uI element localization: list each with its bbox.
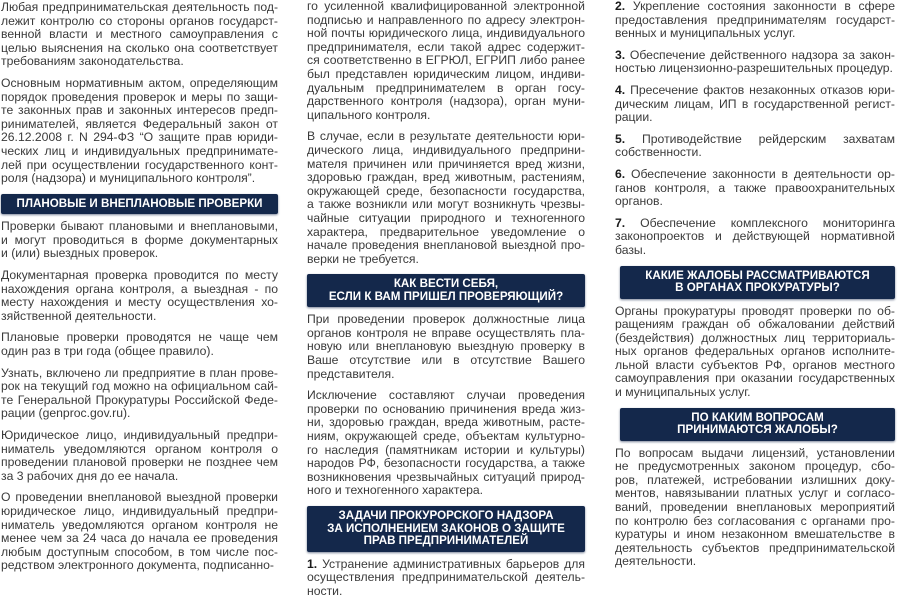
- text-line: чайные ситуации природного и техногенного: [307, 210, 585, 225]
- numbered-item: [615, 0, 895, 41]
- numbered-item: [615, 49, 895, 76]
- text-line: Исключение составляют случаи проведения: [307, 388, 585, 403]
- text-line: ращениям граждан об обжаловании действий: [615, 317, 895, 332]
- paragraph: [1, 1, 278, 69]
- item-text: Обеспечение комплексного мониторинга: [625, 215, 895, 230]
- text-line: те Генеральной Прокуратуры Российской Феде-: [1, 392, 278, 407]
- text-line: редством электронного документа, подписанно-: [1, 558, 274, 573]
- text-line: Узнать, включено ли предприятие в план прове-: [1, 365, 278, 380]
- text-line: по контролю без согласования с органами про-: [615, 513, 895, 528]
- item-number: 4.: [615, 82, 626, 97]
- item-number: 1.: [307, 556, 318, 571]
- text-line: деятельность субъектов предпринимательской: [615, 540, 895, 555]
- text-line: органов.: [615, 194, 663, 209]
- text-line: 26.12.2008 г. N 294-ФЗ “О защите прав юриди-: [1, 130, 278, 145]
- item-text: Укрепление состояния законности в сфере: [625, 0, 895, 13]
- section-heading: [620, 408, 895, 441]
- text-line: ПРАВ ПРЕДПРИНИМАТЕЛЕЙ: [363, 534, 529, 547]
- item-number: 2.: [615, 0, 626, 13]
- text-line: предоставления предпринимателям государст-: [615, 12, 895, 27]
- text-line: здоровью граждан, вред животным, растениям,: [307, 170, 585, 185]
- text-line: ПРИНИМАЮТСЯ ЖАЛОБЫ?: [677, 423, 838, 437]
- text-line: месту нахождения и месту осуществления хо-: [1, 295, 278, 310]
- text-line: ной почты юридического лица, индивидуального: [307, 26, 585, 41]
- text-line: ся соответственно в ЕГРЮЛ, ЕГРИП либо ранее: [307, 53, 585, 68]
- paragraph: [1, 220, 278, 261]
- text-line: О проведении внеплановой выездной проверки: [1, 490, 278, 505]
- text-line: дарственного контроля (надзора), орган муни-: [307, 94, 585, 109]
- text-line: проведении плановой проверки не позднее чем: [1, 455, 278, 470]
- text-line: порядок проведения проверок и меры по защи-: [1, 89, 278, 104]
- text-line: ПЛАНОВЫЕ И ВНЕПЛАНОВЫЕ ПРОВЕРКИ: [16, 196, 263, 210]
- text-line: возникновения чрезвычайных ситуаций природ-: [307, 469, 585, 484]
- item-number: 5.: [615, 131, 626, 146]
- item-number: 7.: [615, 215, 626, 230]
- text-line: ных органов федеральных органов исполните-: [615, 344, 895, 359]
- text-line: не предусмотренных законом процедур, сбо-: [615, 459, 895, 474]
- numbered-item: [615, 84, 895, 125]
- text-line: мателя причинен или причиняется вред жизни,: [307, 156, 585, 171]
- text-line: ЕСЛИ К ВАМ ПРИШЕЛ ПРОВЕРЯЮЩИЙ?: [328, 289, 564, 303]
- text-line: народов РФ, безопасности государства, а также: [307, 456, 585, 471]
- text-line: верки не требуется.: [307, 251, 419, 266]
- text-line: и (или) выездных проверок.: [1, 246, 159, 261]
- text-line: куратуры и ином незаконном вмешательстве в: [615, 527, 895, 542]
- text-line: те законных прав и законных интересов предп-: [1, 103, 278, 118]
- text-line: ринимателей, является Федеральный закон от: [1, 116, 278, 131]
- text-line: любым доступным способом, в том числе пос-: [1, 544, 278, 559]
- text-line: за 3 рабочих дня до ее начала.: [1, 468, 179, 483]
- text-line: ниям, окружающей среде, объектам культурно-: [307, 429, 585, 444]
- text-line: целью выяснения на сколько она соответствует: [1, 40, 278, 55]
- text-line: лежит контролю со стороны органов государст-: [1, 13, 278, 28]
- text-line: го наследия (памятникам истории и культуры): [307, 442, 585, 457]
- numbered-item: [615, 168, 895, 209]
- column-2: [307, 0, 585, 598]
- text-line: ЗА ИСПОЛНЕНИЕМ ЗАКОНОВ О ЗАЩИТЕ: [327, 521, 565, 535]
- text-line: Ваше отсутствие или в отсутствие Вашего: [307, 353, 585, 368]
- text-line: По вопросам выдачи лицензий, установлении: [615, 445, 895, 460]
- text-line: ного и техногенного характера.: [307, 483, 484, 498]
- text-line: и муниципальных услуг.: [615, 385, 751, 400]
- text-line: рации (genproc.gov.ru).: [1, 406, 131, 421]
- text-line: венных и муниципальных услуг.: [615, 26, 796, 41]
- paragraph: [1, 77, 278, 186]
- text-line: В ОРГАНАХ ПРОКУРАТУРЫ?: [675, 281, 840, 294]
- text-line: характера, предварительное уведомление о: [307, 224, 585, 239]
- paragraph: [615, 305, 895, 400]
- text-line: нахождения органа контроля, а выездная - по: [1, 281, 278, 296]
- text-line: лей при осуществлении государственного конт-: [1, 157, 278, 172]
- numbered-item: [307, 558, 585, 599]
- text-line: представителя.: [307, 366, 395, 381]
- text-line: Документарная проверка проводится по месту: [1, 268, 278, 282]
- text-line: Проверки бывают плановыми и внеплановыми,: [1, 219, 278, 234]
- text-line: ниматель уведомляются органом контроля не: [1, 517, 278, 532]
- text-line: Любая предпринимательская деятельность под-: [1, 0, 278, 14]
- text-line: ПО КАКИМ ВОПРОСАМ: [691, 410, 824, 424]
- text-line: новую или внеплановую выездную проверку в: [307, 339, 585, 354]
- text-line: дического лица, индивидуального предприни-: [307, 142, 585, 157]
- text-line: базы.: [615, 242, 647, 257]
- text-line: требованиям законодательства.: [1, 54, 184, 69]
- text-line: подписью и направленного по адресу электрон-: [307, 12, 585, 27]
- text-line: КАК ВЕСТИ СЕБЯ,: [393, 277, 499, 291]
- item-number: 6.: [615, 166, 626, 181]
- text-line: ганов контроля, а также правоохранительных: [615, 180, 895, 195]
- text-line: [615, 84, 895, 98]
- text-line: Основным нормативным актом, определяющим: [1, 75, 278, 90]
- item-text: Обеспечение законности в деятельности ор-: [625, 166, 895, 181]
- item-text: Устранение административных барьеров для: [317, 556, 585, 571]
- paragraph: [1, 429, 278, 483]
- paragraph: [307, 389, 585, 498]
- paragraph: [1, 367, 278, 421]
- item-text: Пресечение фактов незаконных отказов юри-: [625, 82, 895, 97]
- text-line: дуальным предпринимателем в орган госу-: [307, 80, 585, 95]
- text-line: проверки по основанию причинения вреда жиз-: [307, 401, 585, 416]
- text-line: предпринимателя, если такой адрес содержит-: [307, 39, 585, 54]
- text-line: органов контроля не вправе осуществлять пла-: [307, 325, 585, 340]
- text-line: зяйственной деятельности.: [1, 308, 157, 323]
- text-line: венной власти и местного самоуправления с: [1, 27, 278, 42]
- text-line: самоуправления при оказании государственных: [615, 371, 895, 386]
- text-line: [615, 133, 895, 147]
- text-line: был представлен юридическим лицом, индиви-: [307, 66, 585, 81]
- text-line: деятельности.: [615, 554, 697, 569]
- paragraph: [307, 130, 585, 266]
- text-line: [615, 217, 895, 231]
- text-line: [615, 49, 895, 63]
- text-line: рации.: [615, 110, 653, 125]
- text-line: и могут проводиться в форме документарных: [1, 232, 278, 247]
- text-line: ЗАДАЧИ ПРОКУРОРСКОГО НАДЗОРА: [338, 509, 554, 522]
- text-line: В случае, если в результате деятельности юри-: [307, 129, 585, 144]
- text-line: го усиленной квалифицированной электронной: [307, 0, 585, 13]
- text-line: юридическое лицо, индивидуальный предпри-: [1, 503, 278, 518]
- text-line: а также возникли или могут возникнуть чрезвы-: [307, 197, 585, 212]
- paragraph: [307, 313, 585, 381]
- text-line: дическим лицам, ИП в государственной регист-: [615, 96, 895, 111]
- text-line: ни, здоровью граждан, вреда животным, расте-: [307, 415, 585, 430]
- text-line: (бездействия) должностных лиц территориаль-: [615, 330, 895, 345]
- text-line: рок на текущий год можно на официальном сай-: [1, 379, 278, 394]
- section-heading: [307, 274, 585, 307]
- text-line: осуществления предпринимательской деятель-: [307, 570, 585, 585]
- text-line: ности.: [307, 583, 343, 598]
- text-line: [307, 558, 585, 572]
- text-line: ностью лицензионно-разрешительных процедур.: [615, 61, 893, 76]
- paragraph: [615, 447, 895, 569]
- paragraph: [1, 269, 278, 323]
- section-heading: [1, 194, 278, 215]
- item-number: 3.: [615, 47, 626, 62]
- text-line: ципального контроля.: [307, 107, 431, 122]
- text-line: начале проведения внеплановой выездной про-: [307, 238, 585, 253]
- section-heading: [620, 266, 895, 299]
- paragraph: [1, 491, 278, 573]
- text-line: один раз в три года (общее правило).: [1, 343, 214, 358]
- text-line: ров, платежей, истребовании излишних доку-: [615, 472, 895, 487]
- text-line: Органы прокуратуры проводят проверки по об-: [615, 303, 895, 318]
- text-line: При проведении проверок должностные лица: [307, 312, 585, 327]
- text-line: роля (надзора) и муниципального контроля”.: [1, 171, 256, 186]
- item-text: Противодействие рейдерским захватам: [625, 131, 895, 146]
- section-heading: [307, 506, 585, 552]
- text-line: окружающей среде, безопасности государства,: [307, 183, 585, 198]
- text-line: Юридическое лицо, индивидуальный предпри-: [1, 427, 278, 442]
- item-text: Обеспечение действенного надзора за закон-: [625, 47, 895, 62]
- text-line: ниматель уведомляются органом контроля о: [1, 441, 278, 456]
- text-line: собственности.: [615, 145, 702, 160]
- paragraph: [1, 331, 278, 358]
- column-3: [615, 0, 895, 569]
- text-line: [615, 0, 895, 14]
- column-1: [1, 0, 278, 573]
- text-line: законопроектов и действующей нормативной: [615, 229, 895, 244]
- text-line: ментов, навязывании платных услуг и согласо-: [615, 486, 895, 501]
- text-line: КАКИЕ ЖАЛОБЫ РАССМАТРИВАЮТСЯ: [645, 268, 870, 282]
- text-line: ваний, проведении внеплановых мероприятий: [615, 500, 895, 515]
- text-line: льной власти субъектов РФ, органов местного: [615, 357, 895, 372]
- text-line: Плановые проверки проводятся не чаще чем: [1, 330, 278, 345]
- text-line: [615, 168, 895, 182]
- numbered-item: [615, 133, 895, 160]
- paragraph: [307, 0, 585, 122]
- text-line: менее чем за 24 часа до начала ее проведения: [1, 531, 278, 546]
- text-line: ческих лиц и индивидуальных предпринимате-: [1, 143, 278, 158]
- numbered-item: [615, 217, 895, 258]
